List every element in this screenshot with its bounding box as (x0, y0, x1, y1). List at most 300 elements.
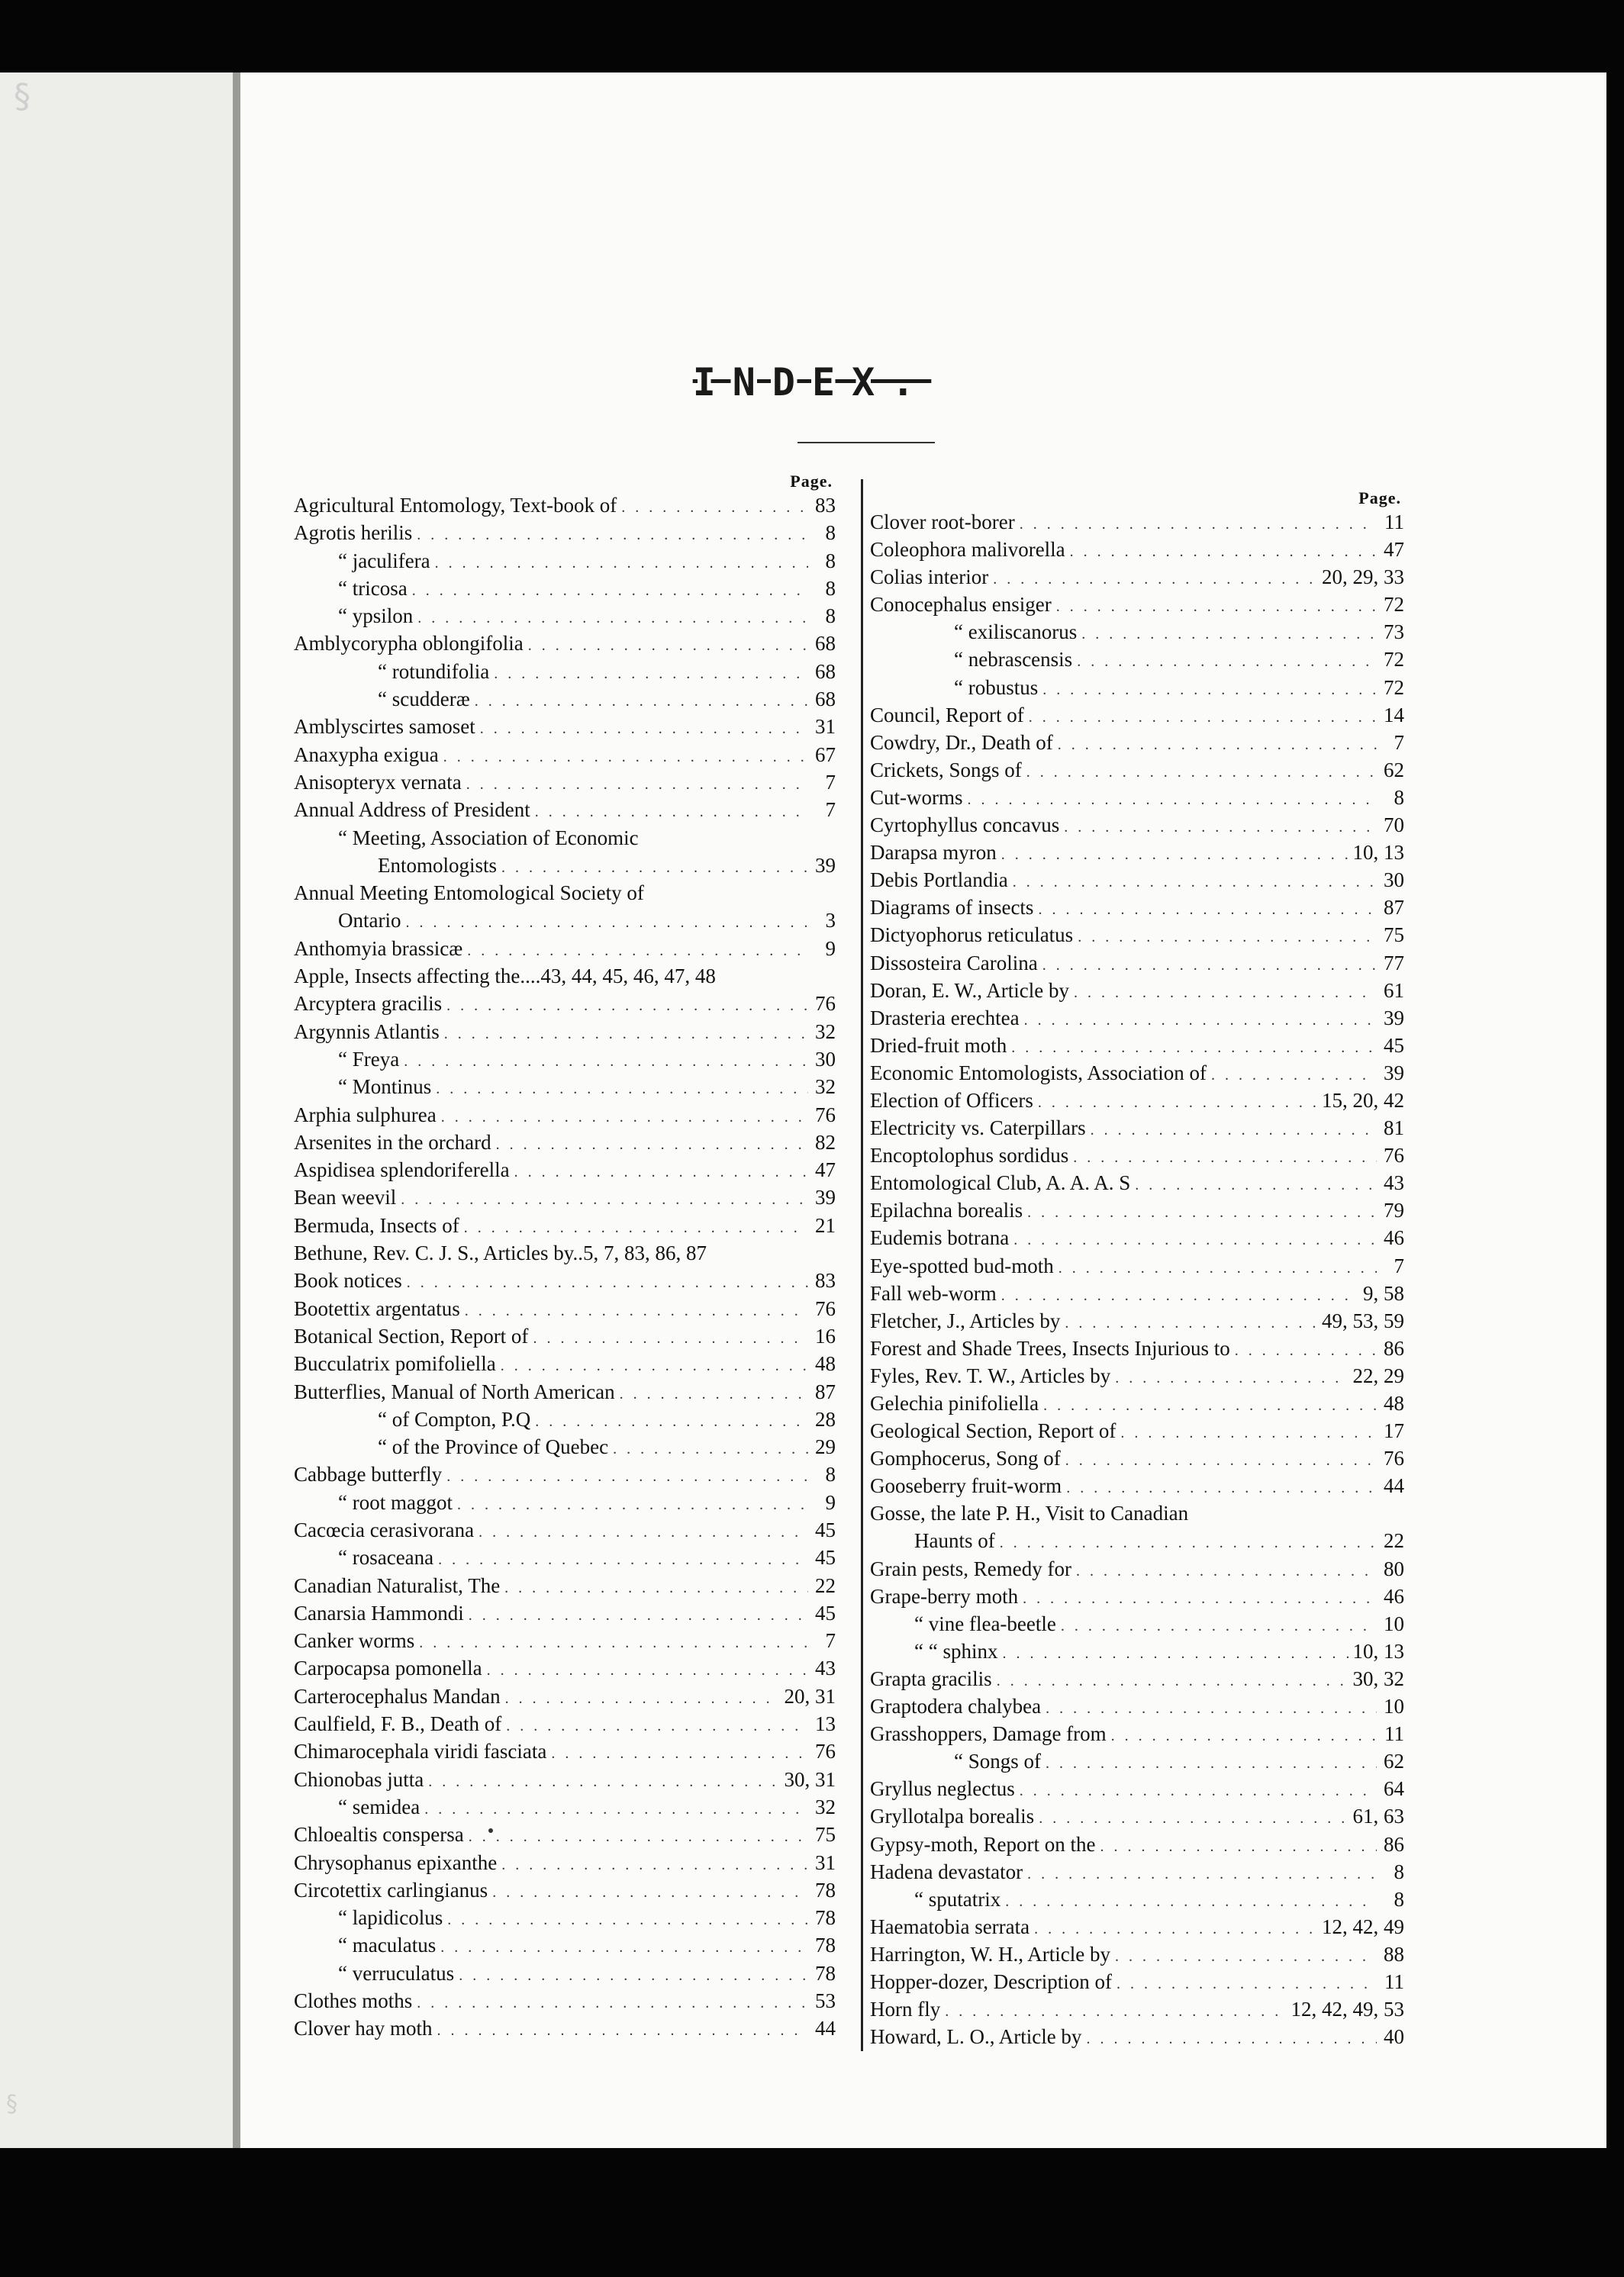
page-ref: 8 (825, 549, 836, 572)
page-ref: 48 (1384, 1392, 1404, 1415)
entry-text: “ vine flea-beetle (914, 1612, 1056, 1635)
page-ref: 39 (815, 1186, 836, 1209)
index-entry (870, 1472, 1404, 1499)
page-ref: 11 (1384, 1969, 1404, 1993)
index-entry (294, 713, 836, 740)
entry-text: Anaxypha exigua (294, 742, 439, 766)
dot-leader (1026, 758, 1377, 786)
dot-leader (945, 1998, 1286, 2025)
page-ref: 39 (1384, 1061, 1404, 1084)
page-ref: 10, 13 (1352, 1639, 1404, 1663)
entry-text: Annual Meeting Entomological Society of (294, 881, 644, 905)
dot-leader (446, 1463, 808, 1490)
index-entry (294, 1931, 836, 1959)
dot-leader (620, 1380, 808, 1408)
entry-text: “ of the Province of Quebec (378, 1435, 609, 1459)
index-entry (870, 1886, 1404, 1913)
page-ref: 7 (1394, 730, 1404, 754)
page-ref: 76 (1384, 1447, 1404, 1470)
entry-text: Coleophora malivorella (870, 538, 1065, 562)
index-entry (294, 1516, 836, 1544)
entry-text: “ Freya (338, 1047, 400, 1071)
dot-leader (1211, 1061, 1377, 1089)
index-entry (294, 1876, 836, 1904)
page-ref: 30 (1384, 868, 1404, 892)
index-entry (294, 1129, 836, 1156)
index-entry (870, 508, 1404, 536)
dot-leader (993, 565, 1317, 593)
index-entry (870, 2023, 1404, 2050)
dot-leader (613, 1435, 808, 1463)
dot-leader (1027, 1860, 1377, 1888)
entry-text: “ semidea (338, 1795, 420, 1818)
page-ref: 3 (825, 909, 836, 932)
dot-leader (1013, 1226, 1377, 1254)
page-ref: 21 (815, 1213, 836, 1237)
entry-text: Gosse, the late P. H., Visit to Canadian (870, 1502, 1189, 1525)
index-entry (870, 1610, 1404, 1638)
entry-text: Darapsa myron (870, 841, 997, 865)
index-entry (870, 1638, 1404, 1665)
dot-leader (1078, 923, 1377, 951)
entry-text: “ robustus (954, 675, 1039, 699)
entry-text: Drasteria erechtea (870, 1006, 1020, 1029)
page-ref: 9 (825, 1490, 836, 1514)
index-entry (294, 879, 836, 907)
page-ref: 8 (825, 1463, 836, 1486)
entry-text: Eudemis botrana (870, 1226, 1010, 1250)
index-entry (870, 1417, 1404, 1444)
index-entry (870, 1913, 1404, 1940)
page-ref: 7 (1394, 1254, 1404, 1277)
index-entry (870, 1527, 1404, 1554)
entry-text: “ lapidicolus (338, 1906, 443, 1930)
dot-leader (419, 1629, 808, 1657)
index-entry (294, 1073, 836, 1100)
entry-text: “ exiliscanorus (954, 620, 1078, 644)
page-ref: 45 (1384, 1033, 1404, 1057)
index-entry (294, 768, 836, 796)
index-entry (870, 1032, 1404, 1059)
page-ref: 44 (815, 2017, 836, 2040)
page-ref: 10 (1384, 1695, 1404, 1718)
page-ref: 9 (825, 936, 836, 960)
entry-text: Carterocephalus Mandan (294, 1684, 501, 1708)
dot-leader (1064, 813, 1377, 841)
index-entry (294, 1156, 836, 1184)
entry-text: Canarsia Hammondi (294, 1601, 464, 1625)
index-entry (294, 1267, 836, 1294)
page-ref: 11 (1384, 510, 1404, 533)
index-entry (870, 1335, 1404, 1362)
index-entry (870, 563, 1404, 591)
page-ref: 8 (825, 521, 836, 545)
index-entry (870, 618, 1404, 646)
page-ref: 78 (815, 1961, 836, 1985)
corner-mark-bottom: § (6, 2091, 18, 2118)
entry-text: Botanical Section, Report of (294, 1324, 529, 1348)
dot-leader (1081, 620, 1377, 648)
index-entry (870, 1224, 1404, 1251)
index-entry (870, 1362, 1404, 1390)
entry-text: “ verruculatus (338, 1961, 455, 1985)
page-ref: 31 (815, 1850, 836, 1874)
entry-text: Anisopteryx vernata (294, 770, 462, 794)
dot-leader (443, 743, 808, 771)
dot-leader (436, 1075, 808, 1103)
dot-leader (1076, 1557, 1377, 1585)
index-entry (294, 1544, 836, 1571)
entry-text: Ontario (338, 909, 401, 932)
index-entry (870, 1059, 1404, 1087)
dot-leader (424, 1796, 808, 1823)
index-entry (870, 977, 1404, 1004)
page-ref: 22 (1384, 1529, 1404, 1553)
entry-text: Encoptolophus sordidus (870, 1144, 1069, 1167)
dot-leader (1058, 731, 1377, 758)
dot-leader (514, 1158, 808, 1186)
index-entry (870, 1775, 1404, 1802)
dot-leader (1046, 1750, 1377, 1777)
page-ref: 76 (815, 992, 836, 1016)
entry-text: “ ypsilon (338, 604, 414, 628)
dot-leader (401, 1186, 808, 1213)
index-entry (294, 824, 836, 852)
dot-leader (496, 1131, 808, 1158)
dot-leader (438, 1546, 808, 1573)
dot-leader (1066, 1474, 1377, 1502)
index-entry (870, 1142, 1404, 1169)
page-ref: 39 (815, 853, 836, 877)
index-entry (294, 1239, 836, 1267)
dot-leader (446, 992, 808, 1019)
index-entry (294, 1572, 836, 1599)
dot-leader (535, 1408, 808, 1435)
page-ref: 49, 53, 59 (1322, 1309, 1404, 1332)
entry-text: Clover hay moth (294, 2017, 433, 2040)
page-title: INDEX. (692, 360, 932, 404)
entry-text: “ Songs of (954, 1750, 1041, 1773)
dot-leader (501, 1352, 808, 1380)
page-ref: 73 (1384, 620, 1404, 644)
dot-leader (1046, 1695, 1377, 1722)
entry-text: Electricity vs. Caterpillars (870, 1116, 1086, 1140)
page-ref: 48 (815, 1352, 836, 1376)
entry-text: Gooseberry fruit-worm (870, 1474, 1062, 1498)
index-entry (294, 1101, 836, 1129)
page-ref: 68 (815, 659, 836, 683)
entry-text: Chimarocephala viridi fasciata (294, 1740, 547, 1763)
index-entry (294, 935, 836, 962)
page-ref: 29 (815, 1435, 836, 1459)
entry-text: Doran, E. W., Article by (870, 978, 1069, 1002)
page-ref: 14 (1384, 703, 1404, 726)
entry-text: Anthomyia brassicæ (294, 936, 463, 960)
dot-leader (501, 1851, 808, 1879)
entry-text: Agricultural Entomology, Text-book of (294, 494, 617, 517)
page-ref: 8 (825, 576, 836, 600)
entry-text: Bethune, Rev. C. J. S., Articles by..5, 7, 83, 86, 87 (294, 1242, 707, 1265)
entry-text: “ nebrascensis (954, 648, 1073, 672)
entry-text: Cut-worms (870, 785, 963, 809)
entry-text: “ rotundifolia (378, 659, 490, 683)
index-entry (294, 685, 836, 713)
page-ref: 75 (815, 1823, 836, 1847)
dot-leader (1024, 1006, 1377, 1034)
entry-text: Election of Officers (870, 1088, 1033, 1112)
dot-leader (494, 660, 808, 688)
dot-leader (1115, 1364, 1348, 1392)
index-entry (870, 646, 1404, 673)
entry-text: Aspidisea splendoriferella (294, 1158, 510, 1182)
entry-text: Council, Report of (870, 703, 1024, 726)
dot-leader (478, 1519, 808, 1546)
entry-text: Bucculatrix pomifoliella (294, 1352, 496, 1376)
right-entries (870, 508, 1404, 2050)
entry-text: Cacœcia cerasivorana (294, 1518, 475, 1541)
index-entry (294, 1295, 836, 1322)
entry-text: Debis Portlandia (870, 868, 1008, 892)
dot-leader (1029, 704, 1377, 731)
index-entry (294, 1821, 836, 1848)
entry-text: Grain pests, Remedy for (870, 1557, 1071, 1580)
entry-text: Argynnis Atlantis (294, 1019, 440, 1043)
page-ref: 13 (815, 1712, 836, 1736)
dot-leader (1005, 1888, 1377, 1915)
index-entry (294, 907, 836, 934)
index-entry (870, 1692, 1404, 1720)
index-entry (870, 1169, 1404, 1196)
index-entry (870, 784, 1404, 811)
page-ref: 10, 13 (1352, 841, 1404, 865)
dot-leader (997, 1667, 1348, 1695)
page-ref: 80 (1384, 1557, 1404, 1580)
entry-text: Arphia sulphurea (294, 1103, 437, 1126)
entry-text: Bean weevil (294, 1186, 397, 1209)
page-ref: 77 (1384, 951, 1404, 974)
entry-text: Dried-fruit moth (870, 1033, 1007, 1057)
page-ref: 72 (1384, 593, 1404, 617)
index-entry (294, 962, 836, 990)
index-entry (870, 811, 1404, 839)
entry-text: Graptodera chalybea (870, 1695, 1042, 1718)
index-column-right (870, 488, 1404, 2050)
entry-text: Colias interior (870, 565, 989, 589)
page-ref: 75 (1384, 923, 1404, 947)
page-ref: 72 (1384, 675, 1404, 699)
dot-leader (469, 1602, 808, 1629)
page-ref: 47 (815, 1158, 836, 1182)
page-ref: 88 (1384, 1942, 1404, 1966)
page-ref: 45 (815, 1546, 836, 1570)
dot-leader (1091, 1116, 1377, 1144)
entry-text: Horn fly (870, 1998, 941, 2021)
dot-leader (1002, 1640, 1348, 1667)
dot-leader (1001, 1282, 1358, 1309)
entry-text: Amblycorypha oblongifolia (294, 632, 524, 655)
page-ref: 32 (815, 1795, 836, 1818)
dot-leader (475, 688, 808, 715)
dot-leader (1100, 1833, 1377, 1860)
index-entry (870, 1995, 1404, 2023)
page-ref: 10 (1384, 1612, 1404, 1635)
page-ref: 44 (1384, 1474, 1404, 1498)
page-ref: 8 (825, 604, 836, 628)
index-entry (870, 756, 1404, 784)
dot-leader (440, 1934, 808, 1961)
title-rule (798, 442, 935, 443)
dot-leader (492, 1879, 808, 1906)
page-ref: 40 (1384, 2025, 1404, 2049)
index-entry (294, 1322, 836, 1350)
index-entry (294, 658, 836, 685)
index-entry (294, 2015, 836, 2042)
dot-leader (437, 2017, 808, 2044)
page-ref: 47 (1384, 538, 1404, 562)
page-ref: 22, 29 (1352, 1364, 1404, 1387)
index-entry (294, 575, 836, 602)
dot-leader (501, 854, 808, 881)
entry-text: “ of Compton, P.Q (378, 1407, 531, 1431)
index-entry (294, 1904, 836, 1931)
index-entry (870, 701, 1404, 729)
index-entry (294, 1793, 836, 1821)
page-ref: 7 (825, 770, 836, 794)
dot-leader (1043, 1392, 1377, 1419)
entry-text: Chloealtis conspersa (294, 1823, 464, 1847)
page-ref: 20, 31 (784, 1684, 836, 1708)
index-entry (294, 1654, 836, 1682)
index-entry (870, 1555, 1404, 1583)
entry-text: Carpocapsa pomonella (294, 1657, 482, 1680)
dot-leader (504, 1574, 808, 1602)
dot-leader (535, 798, 808, 826)
index-entry (294, 1766, 836, 1793)
entry-text: Cabbage butterfly (294, 1463, 443, 1486)
dot-leader (417, 1989, 808, 2017)
index-entry (870, 1499, 1404, 1527)
index-entry (870, 1858, 1404, 1886)
dot-leader (1000, 1529, 1377, 1557)
page-ref: 15, 20, 42 (1322, 1088, 1404, 1112)
index-entry (294, 1683, 836, 1710)
dot-leader (412, 577, 808, 604)
dot-leader (404, 1048, 808, 1075)
page-ref: 45 (815, 1518, 836, 1541)
dot-leader (465, 1297, 808, 1325)
page-ref: 67 (815, 742, 836, 766)
page-ref: 61, 63 (1352, 1805, 1404, 1828)
entry-text: Bootettix argentatus (294, 1296, 460, 1320)
dot-leader (1070, 538, 1377, 565)
index-entry (870, 1968, 1404, 1995)
index-entry (294, 1599, 836, 1627)
entry-text: Fletcher, J., Articles by (870, 1309, 1061, 1332)
entry-text: Fyles, Rev. T. W., Articles by (870, 1364, 1111, 1387)
index-entry (294, 519, 836, 546)
page-ref: 76 (1384, 1144, 1404, 1167)
entry-text: Haematobia serrata (870, 1915, 1030, 1938)
entry-text: Eye-spotted bud-moth (870, 1254, 1054, 1277)
dot-leader (1038, 896, 1377, 923)
dot-leader (417, 604, 808, 632)
entry-text: Chrysophanus epixanthe (294, 1850, 498, 1874)
dot-leader (466, 771, 808, 798)
page-ref: 7 (825, 798, 836, 822)
page-ref: 82 (815, 1130, 836, 1154)
index-entry (870, 866, 1404, 894)
page-ref: 76 (815, 1740, 836, 1763)
page-ref: 30, 32 (1352, 1667, 1404, 1690)
entry-text: Agrotis herilis (294, 521, 413, 545)
page-ref: 78 (815, 1878, 836, 1902)
dot-leader (1039, 1805, 1348, 1832)
index-entry (870, 949, 1404, 977)
entry-text: “ root maggot (338, 1490, 453, 1514)
dot-leader (457, 1491, 808, 1519)
dot-leader (469, 1823, 808, 1850)
index-entry (294, 630, 836, 657)
index-entry (294, 1433, 836, 1461)
index-entry (870, 1114, 1404, 1142)
dot-leader (1001, 841, 1348, 868)
page-ref: 9, 58 (1363, 1281, 1404, 1305)
entry-text: Diagrams of insects (870, 896, 1034, 919)
page-ref: 68 (815, 632, 836, 655)
index-entry (870, 729, 1404, 756)
dot-leader (467, 937, 808, 965)
dot-leader (528, 632, 808, 659)
entry-text: Arcyptera gracilis (294, 992, 443, 1016)
entry-text: Harrington, W. H., Article by (870, 1942, 1110, 1966)
page-ref: 87 (1384, 896, 1404, 919)
page-ref: 31 (815, 715, 836, 739)
entry-text: Clover root-borer (870, 510, 1015, 533)
page-ref: 64 (1384, 1777, 1404, 1801)
entry-text: Conocephalus ensiger (870, 593, 1052, 617)
dot-leader (1120, 1419, 1377, 1447)
index-entry (870, 1252, 1404, 1280)
index-entry (294, 741, 836, 768)
index-entry (294, 602, 836, 630)
page-ref: 68 (815, 688, 836, 711)
dot-leader (480, 715, 808, 742)
dot-leader (1073, 1144, 1377, 1171)
index-entry (294, 990, 836, 1017)
index-entry (870, 674, 1404, 701)
entry-text: Forest and Shade Trees, Insects Injurious to (870, 1336, 1230, 1360)
entry-text: Gelechia pinifoliella (870, 1392, 1039, 1415)
entry-text: Clothes moths (294, 1989, 413, 2013)
page-ref: 8 (1394, 1860, 1404, 1883)
entry-text: Grasshoppers, Damage from (870, 1722, 1107, 1746)
page-ref: 30, 31 (784, 1767, 836, 1791)
index-entry (294, 1350, 836, 1377)
page-ref: 16 (815, 1324, 836, 1348)
entry-text: “ maculatus (338, 1934, 437, 1957)
page-ref: 43 (815, 1657, 836, 1680)
index-entry (294, 852, 836, 879)
page-ref: 12, 42, 49, 53 (1290, 1998, 1404, 2021)
page-ref: 61 (1384, 978, 1404, 1002)
index-entry (294, 1018, 836, 1045)
dot-leader (1086, 2025, 1377, 2053)
dot-leader (487, 1657, 808, 1684)
page-ref: 81 (1384, 1116, 1404, 1140)
index-entry (294, 1710, 836, 1738)
index-entry (870, 1940, 1404, 1968)
page-ref: 83 (815, 494, 836, 517)
